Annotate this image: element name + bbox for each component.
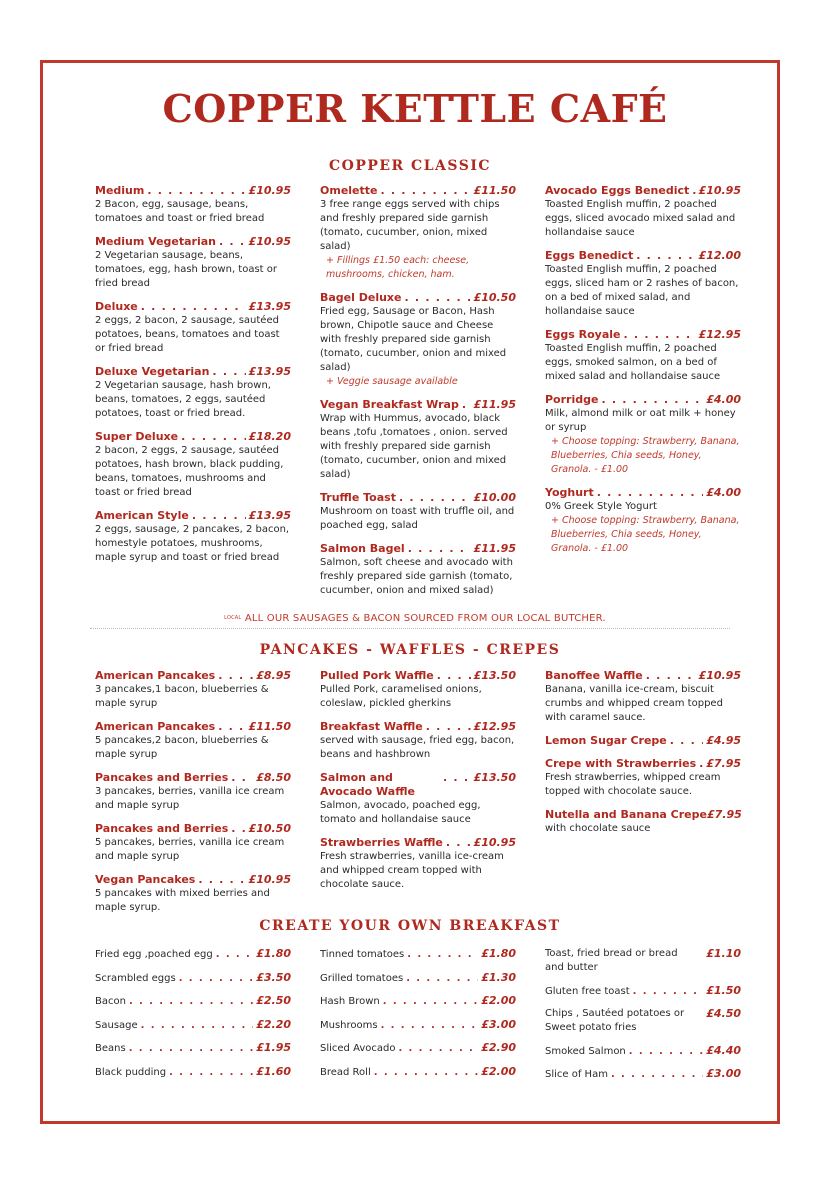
classic-col-1 <box>95 184 291 574</box>
item-price: £13.50 <box>473 771 516 784</box>
item-note: + Fillings £1.50 each: cheese, mushrooms, chicken, ham. <box>326 255 470 280</box>
item-name: Pancakes and Berries <box>95 822 229 835</box>
side-item <box>95 1041 291 1056</box>
side-item <box>320 971 516 986</box>
item-description: Toasted English muffin, 2 poached eggs, smoked salmon, on a bed of mixed salad and hollandaise sauce <box>545 343 721 382</box>
item-note: + Choose topping: Strawberry, Banana, Blueberries, Chia seeds, Honey, Granola. - £1.00 <box>551 515 740 554</box>
section-heading-classic: COPPER CLASSIC <box>328 158 492 174</box>
item-description: Salmon, soft cheese and avocado with freshly prepared side garnish (tomato, cucumber, onion and mixed salad) <box>320 557 513 596</box>
side-item-price: £2.00 <box>481 994 516 1008</box>
item-description: Banana, vanilla ice-cream, biscuit crumbs and whipped cream topped with caramel sauce. <box>545 684 723 723</box>
item-price: £13.95 <box>248 365 291 378</box>
side-item-name: Bacon <box>95 996 126 1008</box>
banner-local-tag: LOCAL <box>224 615 242 621</box>
menu-item <box>545 184 741 240</box>
item-name: American Pancakes <box>95 720 216 733</box>
side-item-price: £2.90 <box>481 1041 516 1055</box>
item-description: served with sausage, fried egg, bacon, beans and hashbrown <box>320 735 515 760</box>
item-name: American Style <box>95 509 189 522</box>
item-price: £10.95 <box>248 184 291 197</box>
side-item <box>95 947 291 962</box>
item-name: Nutella and Banana Crepe <box>545 808 707 821</box>
menu-item <box>95 365 291 421</box>
side-item-price: £3.00 <box>706 1067 741 1081</box>
side-item-name: Slice of Ham <box>545 1069 608 1081</box>
item-price: £7.95 <box>706 808 742 821</box>
classic-col-3 <box>545 184 741 565</box>
item-name: Pancakes and Berries <box>95 771 229 784</box>
item-description: 5 pancakes,2 bacon, blueberries & maple syrup <box>95 735 269 760</box>
item-name: Medium <box>95 184 145 197</box>
side-item <box>320 947 516 962</box>
item-price: £11.95 <box>473 398 516 411</box>
menu-item <box>95 430 291 500</box>
item-price: £10.00 <box>473 491 516 504</box>
item-name: Breakfast Waffle <box>320 720 423 733</box>
item-note: + Veggie sausage available <box>326 376 458 387</box>
side-item <box>95 1018 291 1033</box>
menu-item <box>545 757 741 799</box>
item-price: £11.50 <box>473 184 516 197</box>
side-item <box>545 1044 741 1059</box>
classic-col-2 <box>320 184 516 607</box>
pancakes-col-3 <box>545 669 741 845</box>
item-name: Truffle Toast <box>320 491 396 504</box>
item-description: Toasted English muffin, 2 poached eggs, sliced ham or 2 rashes of bacon, on a bed of mixed salad, and hollandaise sauce <box>545 264 739 317</box>
item-price: £11.50 <box>248 720 291 733</box>
side-item-price: £4.40 <box>706 1043 741 1057</box>
menu-item <box>320 542 516 598</box>
item-price: £10.95 <box>473 836 516 849</box>
item-description: 2 bacon, 2 eggs, 2 sausage, sautéed potatoes, hash brown, black pudding, beans, tomatoes, mushrooms and toast or fried bread <box>95 445 284 498</box>
side-item-name: Chips , Sautéed potatoes or Sweet potato fries <box>545 1008 685 1034</box>
side-item-name: Bread Roll <box>320 1066 371 1078</box>
item-description: 2 Bacon, egg, sausage, beans, tomatoes and toast or fried bread <box>95 199 265 224</box>
side-item-name: Scrambled eggs <box>95 972 176 984</box>
side-item-name: Grilled tomatoes <box>320 972 404 984</box>
item-name: Vegan Breakfast Wrap <box>320 398 459 411</box>
side-item-price: £1.10 <box>706 947 741 960</box>
item-name: Deluxe <box>95 300 138 313</box>
menu-item <box>95 771 291 813</box>
pancakes-col-2 <box>320 669 516 901</box>
menu-item <box>95 822 291 864</box>
side-item-price: £3.00 <box>481 1017 516 1031</box>
item-description: 2 eggs, 2 bacon, 2 sausage, sautéed potatoes, beans, tomatoes and toast or fried bread <box>95 315 280 354</box>
menu-item <box>320 836 516 892</box>
side-item-name: Sausage <box>95 1019 138 1031</box>
item-name: Eggs Royale <box>545 328 621 341</box>
item-name: Bagel Deluxe <box>320 291 402 304</box>
menu-item <box>95 873 291 915</box>
item-price: £8.95 <box>256 669 291 682</box>
item-price: £13.95 <box>248 509 291 522</box>
pancakes-col-1 <box>95 669 291 924</box>
menu-item <box>320 184 516 282</box>
item-price: £13.95 <box>248 300 291 313</box>
side-item-price: £2.00 <box>481 1064 516 1078</box>
side-item <box>545 1007 741 1035</box>
item-price: £7.95 <box>706 757 741 770</box>
item-description: Milk, almond milk or oat milk + honey or syrup <box>545 408 736 433</box>
item-note: + Choose topping: Strawberry, Banana, Blueberries, Chia seeds, Honey, Granola. - £1.00 <box>551 436 740 475</box>
side-item-price: £4.50 <box>706 1007 741 1021</box>
item-price: £10.95 <box>248 235 291 248</box>
item-description: Wrap with Hummus, avocado, black beans ,tofu ,tomatoes , onion. served with freshly prepared side garnish (tomato, cucumber, onion and mixed salad) <box>320 413 508 480</box>
side-item-name: Fried egg ,poached egg <box>95 949 213 960</box>
item-name: Salmon Bagel <box>320 542 405 555</box>
item-price: £8.50 <box>256 771 291 784</box>
item-price: £4.00 <box>706 393 741 406</box>
side-item <box>95 971 291 986</box>
side-item-price: £1.30 <box>481 970 516 984</box>
banner-text: ALL OUR SAUSAGES & BACON SOURCED FROM OUR LOCAL BUTCHER. <box>244 613 606 624</box>
item-description: Pulled Pork, caramelised onions, coleslaw, pickled gherkins <box>320 684 482 709</box>
side-item <box>320 1018 516 1033</box>
side-item-price: £1.60 <box>256 1064 291 1078</box>
item-price: £10.95 <box>698 669 741 682</box>
item-name: Vegan Pancakes <box>95 873 196 886</box>
item-name: Salmon and Avocado Waffle <box>320 771 415 798</box>
item-name: Avocado Eggs Benedict <box>545 184 690 197</box>
menu-item <box>320 669 516 711</box>
menu-item <box>95 300 291 356</box>
item-description: Mushroom on toast with truffle oil, and poached egg, salad <box>320 506 515 531</box>
side-item <box>95 994 291 1009</box>
menu-item <box>95 669 291 711</box>
item-name: Strawberries Waffle <box>320 836 443 849</box>
side-item-price: £1.95 <box>256 1041 291 1055</box>
side-item-price: £2.50 <box>256 994 291 1008</box>
side-item <box>95 1065 291 1080</box>
side-item <box>545 947 741 975</box>
item-price: £12.00 <box>698 249 741 262</box>
menu-item <box>545 669 741 725</box>
item-price: £12.95 <box>473 720 516 733</box>
item-name: Eggs Benedict <box>545 249 634 262</box>
side-item-name: Beans <box>95 1043 126 1055</box>
create-col-3 <box>545 947 741 1091</box>
item-description: 5 pancakes, berries, vanilla ice cream and maple syrup <box>95 837 285 862</box>
item-description: 2 Vegetarian sausage, beans, tomatoes, egg, hash brown, toast or fried bread <box>95 250 278 289</box>
item-price: £4.95 <box>706 734 741 747</box>
item-price: £10.50 <box>473 291 516 304</box>
side-item <box>320 1041 516 1056</box>
side-item-name: Mushrooms <box>320 1019 378 1031</box>
side-item-price: £1.80 <box>256 947 291 960</box>
side-item-name: Smoked Salmon <box>545 1045 626 1057</box>
item-name: Omelette <box>320 184 378 197</box>
item-price: £4.00 <box>706 486 741 499</box>
item-description: 3 pancakes, berries, vanilla ice cream and maple syrup <box>95 786 285 811</box>
menu-item <box>95 509 291 565</box>
menu-item <box>95 720 291 762</box>
item-name: Banoffee Waffle <box>545 669 643 682</box>
item-name: Yoghurt <box>545 486 594 499</box>
item-description: 2 eggs, sausage, 2 pancakes, 2 bacon, homestyle potatoes, mushrooms, maple syrup and toast or fried bread <box>95 524 290 563</box>
item-description: 0% Greek Style Yogurt <box>545 501 657 512</box>
menu-item <box>95 184 291 226</box>
side-item <box>320 1065 516 1080</box>
item-description: with chocolate sauce <box>545 823 651 834</box>
menu-item <box>545 328 741 384</box>
side-item-name: Toast, fried bread or bread and butter <box>545 948 678 973</box>
item-name: Porridge <box>545 393 599 406</box>
page-title: COPPER KETTLE CAFÉ <box>162 86 668 131</box>
side-item-name: Tinned tomatoes <box>320 949 405 960</box>
item-description: 5 pancakes with mixed berries and maple syrup. <box>95 888 270 913</box>
item-price: £18.20 <box>248 430 291 443</box>
menu-item <box>320 398 516 482</box>
item-name: American Pancakes <box>95 669 216 682</box>
item-name: Super Deluxe <box>95 430 179 443</box>
item-price: £12.95 <box>698 328 741 341</box>
side-item-name: Black pudding <box>95 1066 167 1078</box>
menu-item <box>545 249 741 319</box>
item-name: Pulled Pork Waffle <box>320 669 434 682</box>
item-description: Fresh strawberries, whipped cream topped with chocolate sauce. <box>545 772 721 797</box>
menu-item <box>545 734 741 748</box>
item-description: 3 pancakes,1 bacon, blueberries & maple syrup <box>95 684 269 709</box>
menu-item <box>320 771 516 827</box>
side-item-name: Gluten free toast <box>545 985 630 997</box>
item-price: £10.95 <box>248 873 291 886</box>
item-price: £10.95 <box>698 184 741 197</box>
menu-item <box>320 291 516 389</box>
menu-item <box>95 235 291 291</box>
item-description: 3 free range eggs served with chips and freshly prepared side garnish (tomato, cucumber, onion, mixed salad) <box>320 199 500 252</box>
side-item-price: £1.80 <box>481 947 516 960</box>
create-col-2 <box>320 947 516 1089</box>
item-description: Salmon, avocado, poached egg, tomato and hollandaise sauce <box>320 800 481 825</box>
item-description: 2 Vegetarian sausage, hash brown, beans, tomatoes, 2 eggs, sautéed potatoes, toast or fried bread. <box>95 380 271 419</box>
divider <box>90 628 730 629</box>
item-price: £10.50 <box>248 822 291 835</box>
menu-item <box>545 486 741 556</box>
item-description: Toasted English muffin, 2 poached eggs, sliced avocado mixed salad and hollandaise sauce <box>545 199 736 238</box>
side-item-price: £3.50 <box>256 970 291 984</box>
side-item-price: £1.50 <box>706 983 741 997</box>
side-item-name: Hash Brown <box>320 996 380 1008</box>
item-name: Lemon Sugar Crepe <box>545 734 667 747</box>
section-heading-pancakes: PANCAKES - WAFFLES - CREPES <box>259 642 561 658</box>
side-item-price: £2.20 <box>256 1017 291 1031</box>
item-price: £11.95 <box>473 542 516 555</box>
item-name: Medium Vegetarian <box>95 235 217 248</box>
side-item <box>320 994 516 1009</box>
side-item <box>545 1067 741 1082</box>
side-item <box>545 984 741 999</box>
side-item-name: Sliced Avocado <box>320 1043 396 1055</box>
item-name: Crepe with Strawberries <box>545 757 697 770</box>
menu-item <box>320 491 516 533</box>
sourcing-banner <box>0 613 830 624</box>
item-description: Fresh strawberries, vanilla ice-cream and whipped cream topped with chocolate sauce. <box>320 851 504 890</box>
menu-item <box>545 808 741 836</box>
menu-item <box>320 720 516 762</box>
item-description: Fried egg, Sausage or Bacon, Hash brown, Chipotle sauce and Cheese with freshly prepared side garnish (tomato, cucumber, onion and mixed salad) <box>320 306 507 373</box>
item-name: Deluxe Vegetarian <box>95 365 210 378</box>
item-price: £13.50 <box>473 669 516 682</box>
create-col-1 <box>95 947 291 1089</box>
menu-item <box>545 393 741 477</box>
section-heading-create: CREATE YOUR OWN BREAKFAST <box>259 918 561 934</box>
